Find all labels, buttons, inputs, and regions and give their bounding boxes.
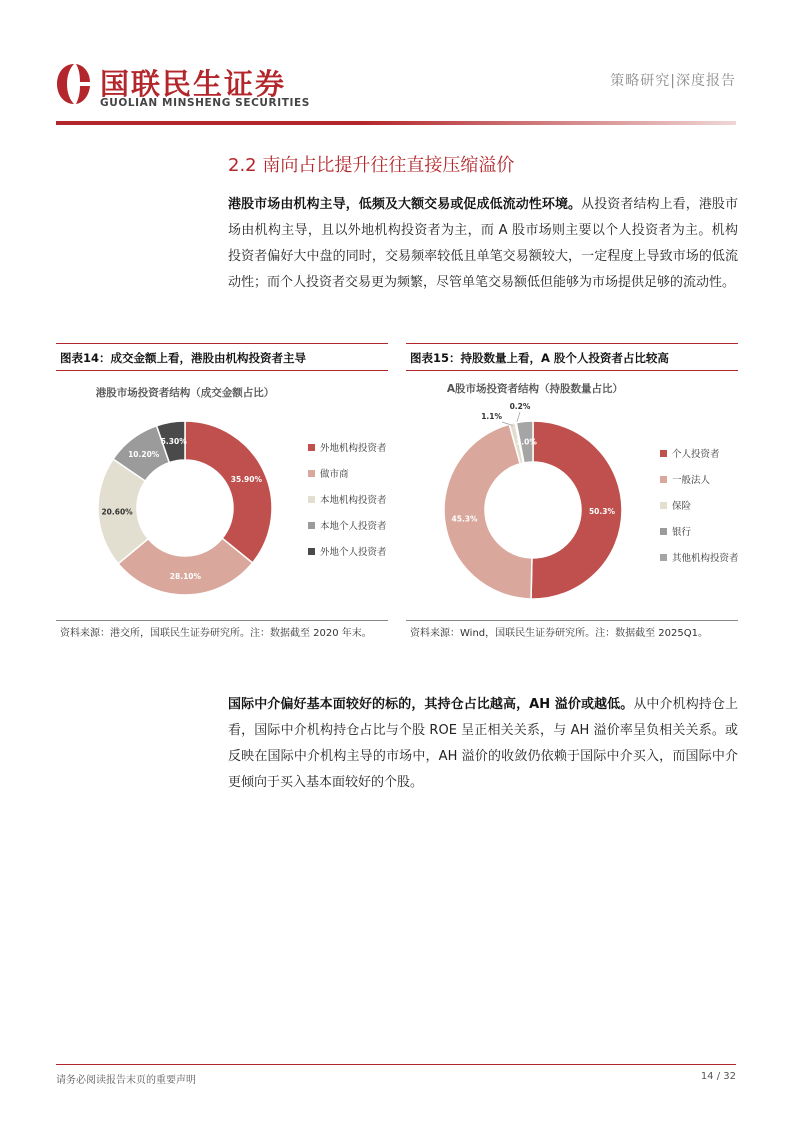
legend-swatch-2 <box>660 476 667 483</box>
paragraph-2 <box>228 692 738 796</box>
paragraph-1-lead: 港股市场由机构主导，低频及大额交易或促成低流动性环境。 <box>228 197 582 212</box>
data-label-2: 45.3% <box>451 514 478 524</box>
footer-divider <box>56 1064 736 1065</box>
paragraph-2-lead: 国际中介偏好基本面较好的标的，其持仓占比越高，AH 溢价或越低。 <box>228 697 634 712</box>
figure-14-bottom-rule <box>56 620 388 621</box>
figure-14-source: 资料来源：港交所，国联民生证券研究所。注：数据截至 2020 年末。 <box>60 628 372 639</box>
legend-label-2: 一般法人 <box>672 475 711 486</box>
legend-item-5 <box>660 550 739 564</box>
data-label-3: 20.60% <box>101 507 133 517</box>
legend-item-1 <box>308 440 387 454</box>
legend-swatch-4 <box>660 528 667 535</box>
legend-item-5 <box>308 544 387 558</box>
figure-15-source: 资料来源：Wind，国联民生证券研究所。注：数据截至 2025Q1。 <box>410 628 708 639</box>
legend-label-4: 银行 <box>672 527 692 538</box>
report-type-tag: 策略研究|深度报告 <box>610 73 736 89</box>
legend-label-3: 本地机构投资者 <box>320 495 387 506</box>
legend-swatch-5 <box>308 548 315 555</box>
legend-item-3 <box>660 498 691 512</box>
paragraph-2-body: 从中介机构持仓上看，国际中介机构持仓占比与个股 ROE 呈正相关关系，与 AH 溢价率呈负相关关系。或反映在国际中介机构主导的市场中，AH 溢价的收敛仍依赖于国际中介买入，而国际中介更倾向于买入基本面较好的个股。 <box>228 697 738 790</box>
company-name-en: GUOLIAN MINSHENG SECURITIES <box>100 97 310 109</box>
legend-item-2 <box>308 466 349 480</box>
donut-slice-1 <box>185 421 272 563</box>
figure-15-top-rule <box>406 343 738 344</box>
data-label-1: 50.3% <box>588 506 616 516</box>
data-label-3: 1.1% <box>481 412 502 421</box>
legend-item-2 <box>660 472 710 486</box>
legend-label-1: 个人投资者 <box>672 449 720 460</box>
legend-swatch-1 <box>660 450 667 457</box>
data-label-4: 10.20% <box>128 449 160 459</box>
section-title: 2.2 南向占比提升往往直接压缩溢价 <box>228 155 515 176</box>
legend-swatch-3 <box>308 496 315 503</box>
paragraph-1-body: 从投资者结构上看，港股市场由机构主导，且以外地机构投资者为主，而 A 股市场则主要以个人投资者为主。机构投资者偏好大中盘的同时，交易频率较低且单笔交易额较大，一定程度上导致市场的低流动性；而个人投资者交易更为频繁，尽管单笔交易额低但能够为市场提供足够的流动性。 <box>228 197 738 290</box>
chart-1-donut <box>90 415 280 605</box>
legend-label-1: 外地机构投资者 <box>320 443 387 454</box>
company-logo-icon <box>56 62 92 106</box>
legend-swatch-3 <box>660 502 667 509</box>
legend-item-3 <box>308 492 387 506</box>
legend-label-2: 做市商 <box>320 469 349 480</box>
chart-1-legend <box>308 440 388 570</box>
company-name-cn: 国联民生证券 <box>100 67 287 101</box>
legend-item-4 <box>660 524 691 538</box>
chart-2-donut <box>420 400 650 610</box>
legend-item-4 <box>308 518 387 532</box>
figure-14-title-rule <box>56 370 388 371</box>
legend-label-4: 本地个人投资者 <box>320 521 387 532</box>
figure-14-top-rule <box>56 343 388 344</box>
chart-2-title: A股市场投资者结构（持股数量占比） <box>446 383 624 395</box>
legend-item-1 <box>660 446 720 460</box>
legend-label-5: 外地个人投资者 <box>320 547 387 558</box>
legend-swatch-5 <box>660 554 667 561</box>
legend-label-5: 其他机构投资者 <box>672 553 739 564</box>
page-number: 14 / 32 <box>700 1071 736 1082</box>
legend-swatch-2 <box>308 470 315 477</box>
data-label-4: 0.2% <box>509 402 531 411</box>
figure-14-title: 图表14：成交金额上看，港股由机构投资者主导 <box>60 351 307 365</box>
legend-swatch-1 <box>308 444 315 451</box>
chart-2-legend <box>660 446 738 576</box>
paragraph-1 <box>228 192 738 296</box>
data-label-5: 3.0% <box>516 437 537 447</box>
chart-1-title: 港股市场投资者结构（成交金额占比） <box>95 387 275 399</box>
figure-15-title: 图表15：持股数量上看，A 股个人投资者占比较高 <box>410 351 669 365</box>
figure-15-bottom-rule <box>406 620 738 621</box>
legend-swatch-4 <box>308 522 315 529</box>
data-label-2: 28.10% <box>169 571 202 581</box>
footer-disclaimer: 请务必阅读报告末页的重要声明 <box>56 1075 196 1086</box>
data-label-5: 5.30% <box>160 436 187 446</box>
legend-label-3: 保险 <box>672 501 692 512</box>
data-label-1: 35.90% <box>230 474 263 484</box>
figure-15-title-rule <box>406 370 738 371</box>
header-divider <box>56 121 736 125</box>
